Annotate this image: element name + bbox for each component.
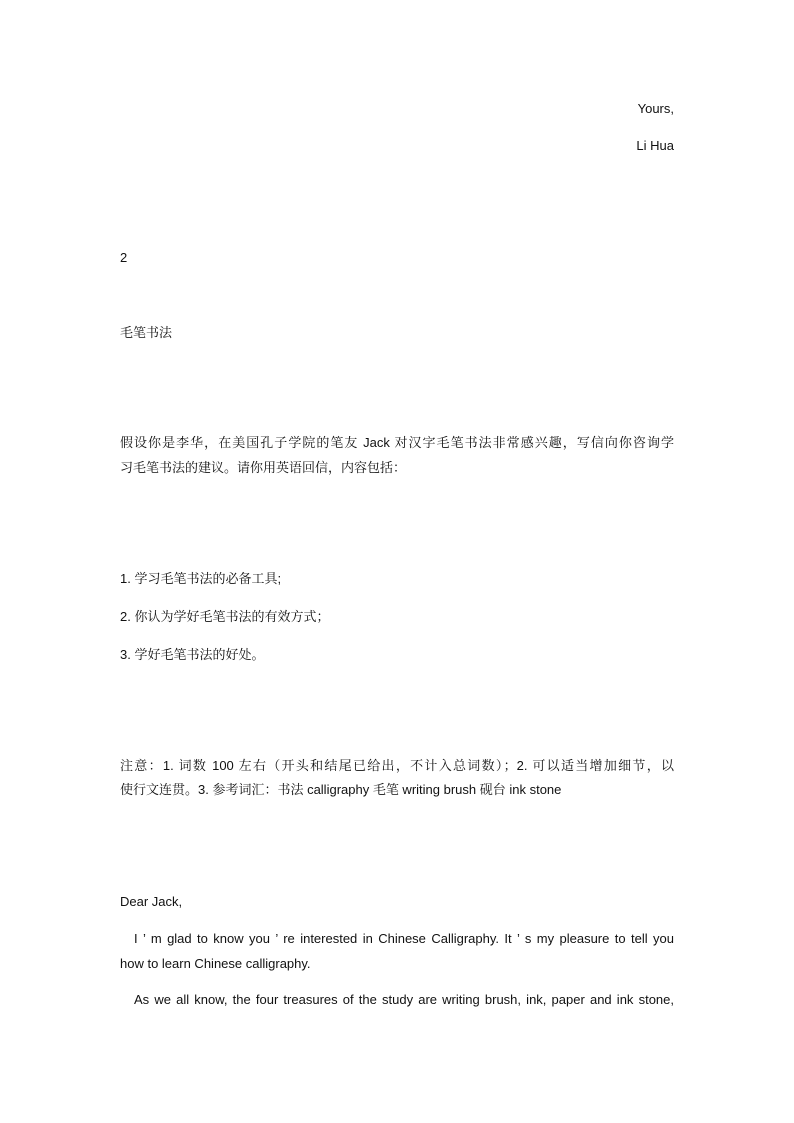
notes-line-2: 使行文连贯。3. 参考词汇：书法 calligraphy 毛笔 writing brush 砚台 ink stone <box>120 782 562 797</box>
closing-yours: Yours, <box>637 101 674 116</box>
prompt-line-2: 习毛笔书法的建议。请你用英语回信，内容包括： <box>120 460 407 475</box>
letter-paragraph-2-line-1: As we all know, the four treasures of the study are writing brush, ink, paper and ink stone, <box>134 992 674 1007</box>
point-2: 2. 你认为学好毛笔书法的有效方式； <box>120 609 330 624</box>
closing-name: Li Hua <box>636 138 674 153</box>
point-1: 1. 学习毛笔书法的必备工具; <box>120 571 282 586</box>
letter-paragraph-1-line-1: I ’ m glad to know you ’ re interested in Chinese Calligraphy. It ’ s my pleasure to tell you <box>134 931 674 946</box>
letter-paragraph-1-line-2: how to learn Chinese calligraphy. <box>120 956 311 971</box>
task-title: 毛笔书法 <box>120 325 173 340</box>
point-3: 3. 学好毛笔书法的好处。 <box>120 647 265 662</box>
task-number: 2 <box>120 250 128 265</box>
letter-greeting: Dear Jack, <box>120 894 183 909</box>
notes-line-1: 注意：1. 词数 100 左右（开头和结尾已给出，不计入总词数）；2. 可以适当增加细节，以 <box>120 758 674 773</box>
prompt-line-1: 假设你是李华，在美国孔子学院的笔友 Jack 对汉字毛笔书法非常感兴趣，写信向你咨询学 <box>120 435 674 450</box>
